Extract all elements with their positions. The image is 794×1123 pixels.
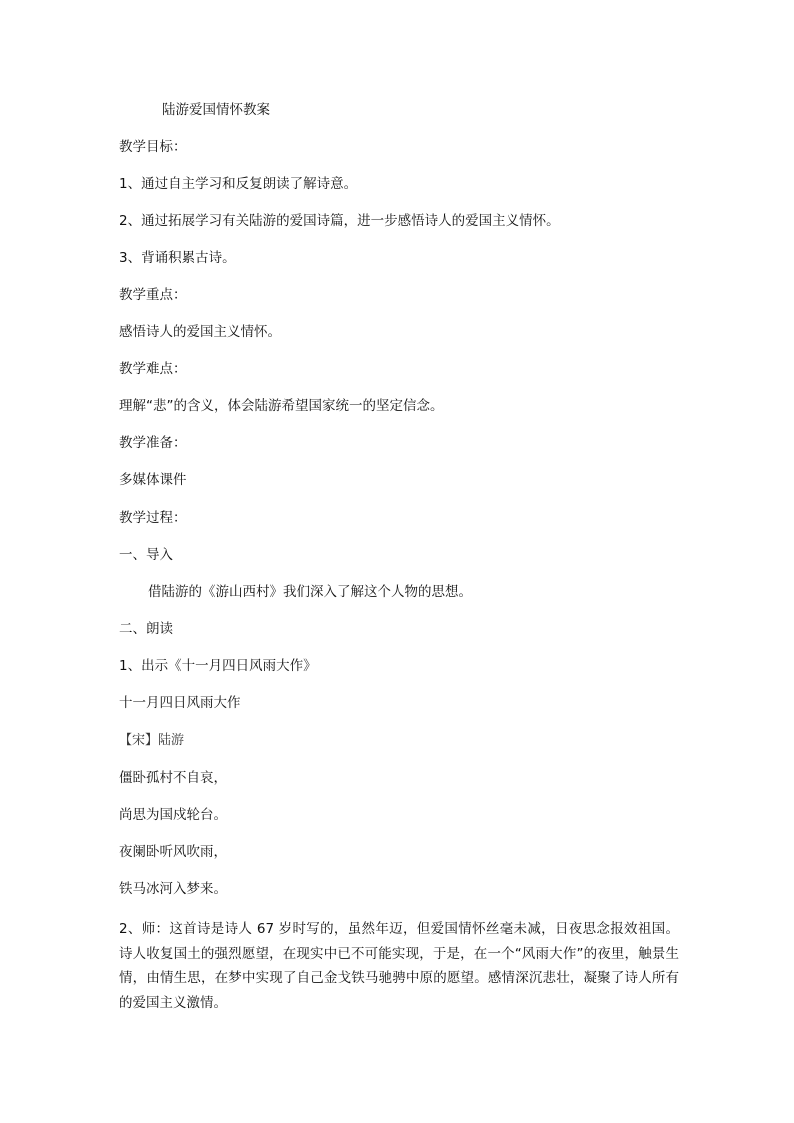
step-paragraph: 2、师：这首诗是诗人 67 岁时写的，虽然年迈，但爱国情怀丝毫未减，日夜思念报效祖国。诗人收复国土的强烈愿望，在现实中已不可能实现，于是，在一个“风雨大作”的夜里，触景生情，由情生思，在梦中实现了自己金戈铁马驰骋中原的愿望。感情深沉悲壮，凝聚了诗人所有的爱国主义激情。 bbox=[119, 921, 679, 1011]
poem-line: 僵卧孤村不自哀， bbox=[119, 770, 227, 786]
prep-text: 多媒体课件 bbox=[119, 472, 187, 488]
focus-text: 感悟诗人的爱国主义情怀。 bbox=[119, 324, 281, 340]
difficulty-text: 理解“悲”的含义，体会陆游希望国家统一的坚定信念。 bbox=[119, 398, 444, 414]
section-text: 借陆游的《游山西村》我们深入了解这个人物的思想。 bbox=[148, 584, 472, 600]
step-item: 1、出示《十一月四日风雨大作》 bbox=[119, 658, 317, 674]
difficulty-heading: 教学难点： bbox=[119, 361, 187, 377]
document-title: 陆游爱国情怀教案 bbox=[162, 102, 270, 118]
poem-line: 铁马冰河入梦来。 bbox=[119, 881, 227, 897]
section-heading: 一、导入 bbox=[119, 547, 173, 563]
process-heading: 教学过程： bbox=[119, 510, 187, 526]
goals-heading: 教学目标： bbox=[119, 139, 187, 155]
poem-author: 【宋】陆游 bbox=[119, 733, 185, 748]
goal-item: 3、背诵积累古诗。 bbox=[119, 250, 236, 266]
goal-item: 2、通过拓展学习有关陆游的爱国诗篇，进一步感悟诗人的爱国主义情怀。 bbox=[119, 213, 560, 229]
goal-item: 1、通过自主学习和反复朗读了解诗意。 bbox=[119, 176, 358, 192]
poem-title: 十一月四日风雨大作 bbox=[119, 695, 241, 711]
focus-heading: 教学重点： bbox=[119, 287, 187, 303]
prep-heading: 教学准备： bbox=[119, 435, 187, 451]
poem-line: 夜阑卧听风吹雨， bbox=[119, 844, 227, 860]
poem-line: 尚思为国戍轮台。 bbox=[119, 807, 227, 823]
section-heading: 二、朗读 bbox=[119, 621, 173, 637]
